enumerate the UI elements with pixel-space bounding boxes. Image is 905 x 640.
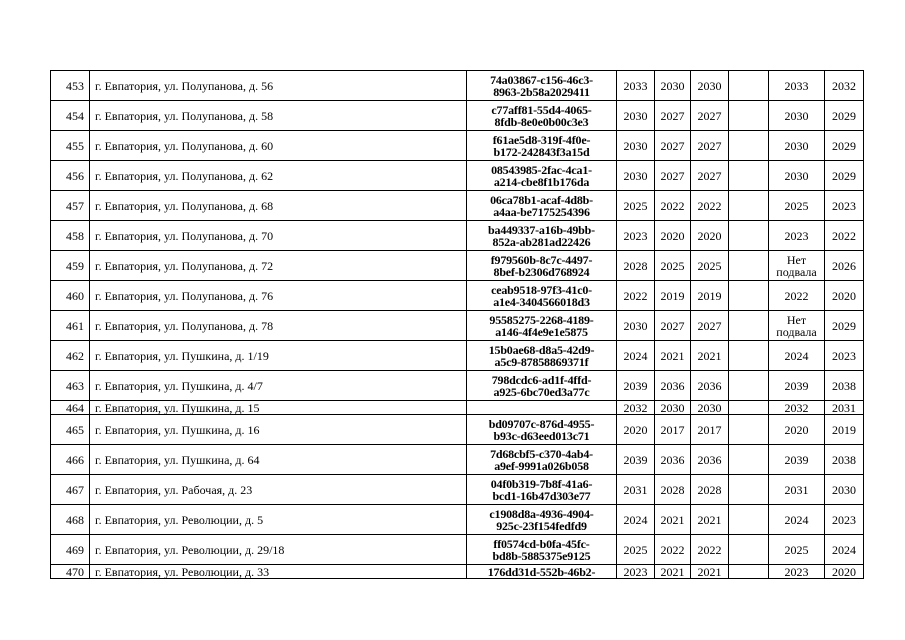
year-cell-4 <box>729 341 769 371</box>
guid-cell <box>467 281 617 311</box>
row-number-cell: 459 <box>51 251 90 281</box>
year-cell-3: 2021 <box>691 341 729 371</box>
year-cell-3: 2027 <box>691 101 729 131</box>
address-cell: г. Евпатория, ул. Рабочая, д. 23 <box>90 475 467 505</box>
year-cell-1: 2039 <box>617 371 655 401</box>
row-number-cell: 469 <box>51 535 90 565</box>
table-row <box>51 71 864 101</box>
year-cell-2: 2036 <box>655 371 691 401</box>
guid-cell-line: ceab9518-97f3-41c0- <box>491 282 592 297</box>
year-cell-3: 2021 <box>691 505 729 535</box>
guid-cell-line: 8bef-b2306d768924 <box>493 264 590 279</box>
row-number-cell: 467 <box>51 475 90 505</box>
address-cell: г. Евпатория, ул. Полупанова, д. 58 <box>90 101 467 131</box>
year-cell-2: 2030 <box>655 401 691 415</box>
year-cell-5-line: 2023 <box>784 564 809 579</box>
year-cell-5 <box>769 161 825 191</box>
guid-cell-line: a5c9-87858869371f <box>494 354 589 369</box>
year-cell-6: 2032 <box>825 71 864 101</box>
table-row <box>51 505 864 535</box>
address-cell: г. Евпатория, ул. Полупанова, д. 72 <box>90 251 467 281</box>
year-cell-5 <box>769 191 825 221</box>
row-number-cell: 461 <box>51 311 90 341</box>
year-cell-5 <box>769 371 825 401</box>
year-cell-5-line: 2030 <box>784 108 809 123</box>
year-cell-1: 2024 <box>617 341 655 371</box>
year-cell-6: 2024 <box>825 535 864 565</box>
guid-cell-line: f979560b-8c7c-4497- <box>490 252 593 267</box>
address-cell: г. Евпатория, ул. Полупанова, д. 68 <box>90 191 467 221</box>
year-cell-1: 2033 <box>617 71 655 101</box>
housing-register-table <box>50 70 864 579</box>
table-row <box>51 475 864 505</box>
table-row <box>51 445 864 475</box>
year-cell-4 <box>729 311 769 341</box>
address-cell: г. Евпатория, ул. Пушкина, д. 1/19 <box>90 341 467 371</box>
year-cell-1: 2028 <box>617 251 655 281</box>
guid-cell <box>467 191 617 221</box>
guid-cell <box>467 131 617 161</box>
year-cell-6: 2022 <box>825 221 864 251</box>
address-cell: г. Евпатория, ул. Пушкина, д. 16 <box>90 415 467 445</box>
table-row <box>51 535 864 565</box>
year-cell-5-line: 2022 <box>784 288 809 303</box>
guid-cell <box>467 565 617 579</box>
year-cell-6: 2030 <box>825 475 864 505</box>
year-cell-3: 2022 <box>691 535 729 565</box>
year-cell-5-line: 2024 <box>784 512 809 527</box>
year-cell-5 <box>769 71 825 101</box>
year-cell-5-line: 2039 <box>784 452 809 467</box>
guid-cell-line: bcd1-16b47d303e77 <box>492 488 591 503</box>
row-number-cell: 458 <box>51 221 90 251</box>
year-cell-5-line: Нет <box>786 312 807 327</box>
year-cell-4 <box>729 371 769 401</box>
year-cell-3: 2027 <box>691 161 729 191</box>
year-cell-6: 2029 <box>825 161 864 191</box>
year-cell-1: 2030 <box>617 161 655 191</box>
year-cell-6: 2023 <box>825 505 864 535</box>
year-cell-1: 2025 <box>617 535 655 565</box>
row-number-cell: 455 <box>51 131 90 161</box>
guid-cell <box>467 535 617 565</box>
year-cell-3: 2028 <box>691 475 729 505</box>
year-cell-6: 2038 <box>825 445 864 475</box>
guid-cell-line: a214-cbe8f1b176da <box>493 174 590 189</box>
guid-cell-line: b172-242843f3a15d <box>493 144 590 159</box>
guid-cell-line: a9ef-9991a026b058 <box>494 458 589 473</box>
year-cell-1: 2024 <box>617 505 655 535</box>
year-cell-5-line: подвала <box>776 264 817 279</box>
year-cell-6: 2029 <box>825 101 864 131</box>
table-row <box>51 415 864 445</box>
year-cell-5-line: 2039 <box>784 378 809 393</box>
guid-cell-line: a146-4f4e9e1e5875 <box>495 324 588 339</box>
guid-cell-line: a925-6bc70ed3a77c <box>493 384 590 399</box>
guid-cell <box>467 415 617 445</box>
year-cell-2: 2027 <box>655 161 691 191</box>
table-row <box>51 251 864 281</box>
address-cell: г. Евпатория, ул. Полупанова, д. 76 <box>90 281 467 311</box>
year-cell-5 <box>769 281 825 311</box>
year-cell-6: 2038 <box>825 371 864 401</box>
year-cell-5 <box>769 475 825 505</box>
year-cell-3: 2030 <box>691 71 729 101</box>
row-number-cell: 460 <box>51 281 90 311</box>
address-cell: г. Евпатория, ул. Революции, д. 33 <box>90 565 467 579</box>
year-cell-2: 2027 <box>655 311 691 341</box>
row-number-cell: 453 <box>51 71 90 101</box>
guid-cell-line: 7d68cbf5-c370-4ab4- <box>490 446 593 461</box>
guid-cell-line: 925c-23f154fedfd9 <box>496 518 587 533</box>
table-row <box>51 221 864 251</box>
year-cell-1: 2032 <box>617 401 655 415</box>
guid-cell-line: 798dcdc6-ad1f-4ffd- <box>491 372 592 387</box>
year-cell-4 <box>729 445 769 475</box>
row-number-cell: 470 <box>51 565 90 579</box>
table-row <box>51 101 864 131</box>
year-cell-6: 2029 <box>825 131 864 161</box>
guid-cell <box>467 161 617 191</box>
year-cell-1: 2020 <box>617 415 655 445</box>
year-cell-3: 2025 <box>691 251 729 281</box>
row-number-cell: 468 <box>51 505 90 535</box>
guid-cell <box>467 401 617 415</box>
year-cell-5-line: 2030 <box>784 168 809 183</box>
year-cell-4 <box>729 401 769 415</box>
guid-cell <box>467 251 617 281</box>
year-cell-5 <box>769 251 825 281</box>
guid-cell-line: 8963-2b58a2029411 <box>493 84 590 99</box>
year-cell-5 <box>769 341 825 371</box>
guid-cell-line: 95585275-2268-4189- <box>489 312 594 327</box>
year-cell-2: 2022 <box>655 535 691 565</box>
year-cell-2: 2021 <box>655 341 691 371</box>
year-cell-3: 2027 <box>691 311 729 341</box>
table-row <box>51 371 864 401</box>
year-cell-4 <box>729 415 769 445</box>
year-cell-5-line: Нет <box>786 252 807 267</box>
year-cell-5 <box>769 131 825 161</box>
year-cell-3: 2017 <box>691 415 729 445</box>
year-cell-2: 2019 <box>655 281 691 311</box>
address-cell: г. Евпатория, ул. Пушкина, д. 4/7 <box>90 371 467 401</box>
table-row <box>51 311 864 341</box>
guid-cell <box>467 101 617 131</box>
guid-cell-line: 08543985-2fac-4ca1- <box>491 162 592 177</box>
row-number-cell: 457 <box>51 191 90 221</box>
year-cell-4 <box>729 101 769 131</box>
year-cell-2: 2027 <box>655 131 691 161</box>
address-cell: г. Евпатория, ул. Революции, д. 5 <box>90 505 467 535</box>
guid-cell-line: bd8b-5885375e9125 <box>492 548 591 563</box>
year-cell-6: 2020 <box>825 565 864 579</box>
year-cell-4 <box>729 565 769 579</box>
year-cell-6: 2023 <box>825 191 864 221</box>
guid-cell-line: a1e4-3404566018d3 <box>493 294 590 309</box>
guid-cell-line: bd09707c-876d-4955- <box>488 416 595 431</box>
year-cell-6: 2029 <box>825 311 864 341</box>
year-cell-6: 2031 <box>825 401 864 415</box>
year-cell-1: 2039 <box>617 445 655 475</box>
year-cell-2: 2021 <box>655 565 691 579</box>
year-cell-6: 2019 <box>825 415 864 445</box>
guid-cell <box>467 475 617 505</box>
address-cell: г. Евпатория, ул. Полупанова, д. 70 <box>90 221 467 251</box>
year-cell-2: 2030 <box>655 71 691 101</box>
guid-cell <box>467 445 617 475</box>
guid-cell-line: 176dd31d-552b-46b2- <box>487 564 596 579</box>
guid-cell <box>467 71 617 101</box>
year-cell-5 <box>769 535 825 565</box>
year-cell-5 <box>769 311 825 341</box>
year-cell-1: 2022 <box>617 281 655 311</box>
year-cell-2: 2021 <box>655 505 691 535</box>
year-cell-5 <box>769 221 825 251</box>
table-row <box>51 341 864 371</box>
guid-cell-line: f61ae5d8-319f-4f0e- <box>492 132 591 147</box>
table-row <box>51 131 864 161</box>
guid-cell-line: a4aa-be7175254396 <box>493 204 590 219</box>
guid-cell-line: 74a03867-c156-46c3- <box>490 72 593 87</box>
year-cell-5 <box>769 565 825 579</box>
year-cell-1: 2025 <box>617 191 655 221</box>
year-cell-1: 2023 <box>617 565 655 579</box>
guid-cell-line: 8fdb-8e0e0b00c3e3 <box>494 114 589 129</box>
year-cell-1: 2023 <box>617 221 655 251</box>
year-cell-5 <box>769 445 825 475</box>
year-cell-2: 2017 <box>655 415 691 445</box>
year-cell-4 <box>729 505 769 535</box>
year-cell-5 <box>769 101 825 131</box>
year-cell-5-line: 2023 <box>784 228 809 243</box>
year-cell-2: 2027 <box>655 101 691 131</box>
year-cell-2: 2022 <box>655 191 691 221</box>
guid-cell <box>467 221 617 251</box>
guid-cell-line: 06ca78b1-acaf-4d8b- <box>490 192 593 207</box>
year-cell-3: 2036 <box>691 371 729 401</box>
year-cell-5-line: 2025 <box>784 198 809 213</box>
row-number-cell: 456 <box>51 161 90 191</box>
address-cell: г. Евпатория, ул. Полупанова, д. 60 <box>90 131 467 161</box>
year-cell-3: 2036 <box>691 445 729 475</box>
year-cell-4 <box>729 131 769 161</box>
table-row <box>51 281 864 311</box>
guid-cell-line: ff0574cd-b0fa-45fc- <box>493 536 590 551</box>
row-number-cell: 454 <box>51 101 90 131</box>
year-cell-4 <box>729 535 769 565</box>
year-cell-5 <box>769 401 825 415</box>
row-number-cell: 466 <box>51 445 90 475</box>
year-cell-6: 2026 <box>825 251 864 281</box>
guid-cell-line: 15b0ae68-d8a5-42d9- <box>488 342 595 357</box>
year-cell-3: 2022 <box>691 191 729 221</box>
guid-cell <box>467 341 617 371</box>
guid-cell-line: b93c-d63eed013c71 <box>493 428 590 443</box>
year-cell-1: 2030 <box>617 101 655 131</box>
address-cell: г. Евпатория, ул. Полупанова, д. 62 <box>90 161 467 191</box>
guid-cell-line: 04f0b319-7b8f-41a6- <box>490 476 593 491</box>
guid-cell-line: c77aff81-55d4-4065- <box>491 102 592 117</box>
address-cell: г. Евпатория, ул. Пушкина, д. 64 <box>90 445 467 475</box>
guid-cell-line: 852a-ab281ad22426 <box>492 234 591 249</box>
year-cell-5 <box>769 505 825 535</box>
address-cell: г. Евпатория, ул. Революции, д. 29/18 <box>90 535 467 565</box>
row-number-cell: 463 <box>51 371 90 401</box>
guid-cell-line: c1908d8a-4936-4904- <box>489 506 594 521</box>
year-cell-2: 2020 <box>655 221 691 251</box>
year-cell-5-line: 2024 <box>784 348 809 363</box>
year-cell-6: 2020 <box>825 281 864 311</box>
year-cell-5-line: 2020 <box>784 422 809 437</box>
guid-cell-line: ba449337-a16b-49bb- <box>488 222 595 237</box>
year-cell-5-line: 2032 <box>784 400 809 415</box>
year-cell-3: 2021 <box>691 565 729 579</box>
year-cell-1: 2030 <box>617 131 655 161</box>
year-cell-2: 2036 <box>655 445 691 475</box>
year-cell-4 <box>729 281 769 311</box>
year-cell-3: 2020 <box>691 221 729 251</box>
table-row <box>51 161 864 191</box>
guid-cell <box>467 371 617 401</box>
year-cell-6: 2023 <box>825 341 864 371</box>
year-cell-5-line: 2031 <box>784 482 809 497</box>
year-cell-5-line: 2025 <box>784 542 809 557</box>
year-cell-4 <box>729 191 769 221</box>
year-cell-4 <box>729 161 769 191</box>
table-body <box>51 71 864 579</box>
year-cell-2: 2028 <box>655 475 691 505</box>
year-cell-1: 2031 <box>617 475 655 505</box>
address-cell: г. Евпатория, ул. Полупанова, д. 56 <box>90 71 467 101</box>
row-number-cell: 465 <box>51 415 90 445</box>
year-cell-4 <box>729 251 769 281</box>
year-cell-5 <box>769 415 825 445</box>
guid-cell <box>467 505 617 535</box>
year-cell-2: 2025 <box>655 251 691 281</box>
address-cell: г. Евпатория, ул. Полупанова, д. 78 <box>90 311 467 341</box>
year-cell-3: 2019 <box>691 281 729 311</box>
table-row <box>51 565 864 579</box>
year-cell-5-line: 2033 <box>784 78 809 93</box>
year-cell-4 <box>729 475 769 505</box>
year-cell-3: 2027 <box>691 131 729 161</box>
table-row <box>51 191 864 221</box>
year-cell-3: 2030 <box>691 401 729 415</box>
table-row <box>51 401 864 415</box>
address-cell: г. Евпатория, ул. Пушкина, д. 15 <box>90 401 467 415</box>
row-number-cell: 462 <box>51 341 90 371</box>
year-cell-4 <box>729 221 769 251</box>
row-number-cell: 464 <box>51 401 90 415</box>
guid-cell <box>467 311 617 341</box>
year-cell-4 <box>729 71 769 101</box>
year-cell-5-line: 2030 <box>784 138 809 153</box>
year-cell-5-line: подвала <box>776 324 817 339</box>
year-cell-1: 2030 <box>617 311 655 341</box>
